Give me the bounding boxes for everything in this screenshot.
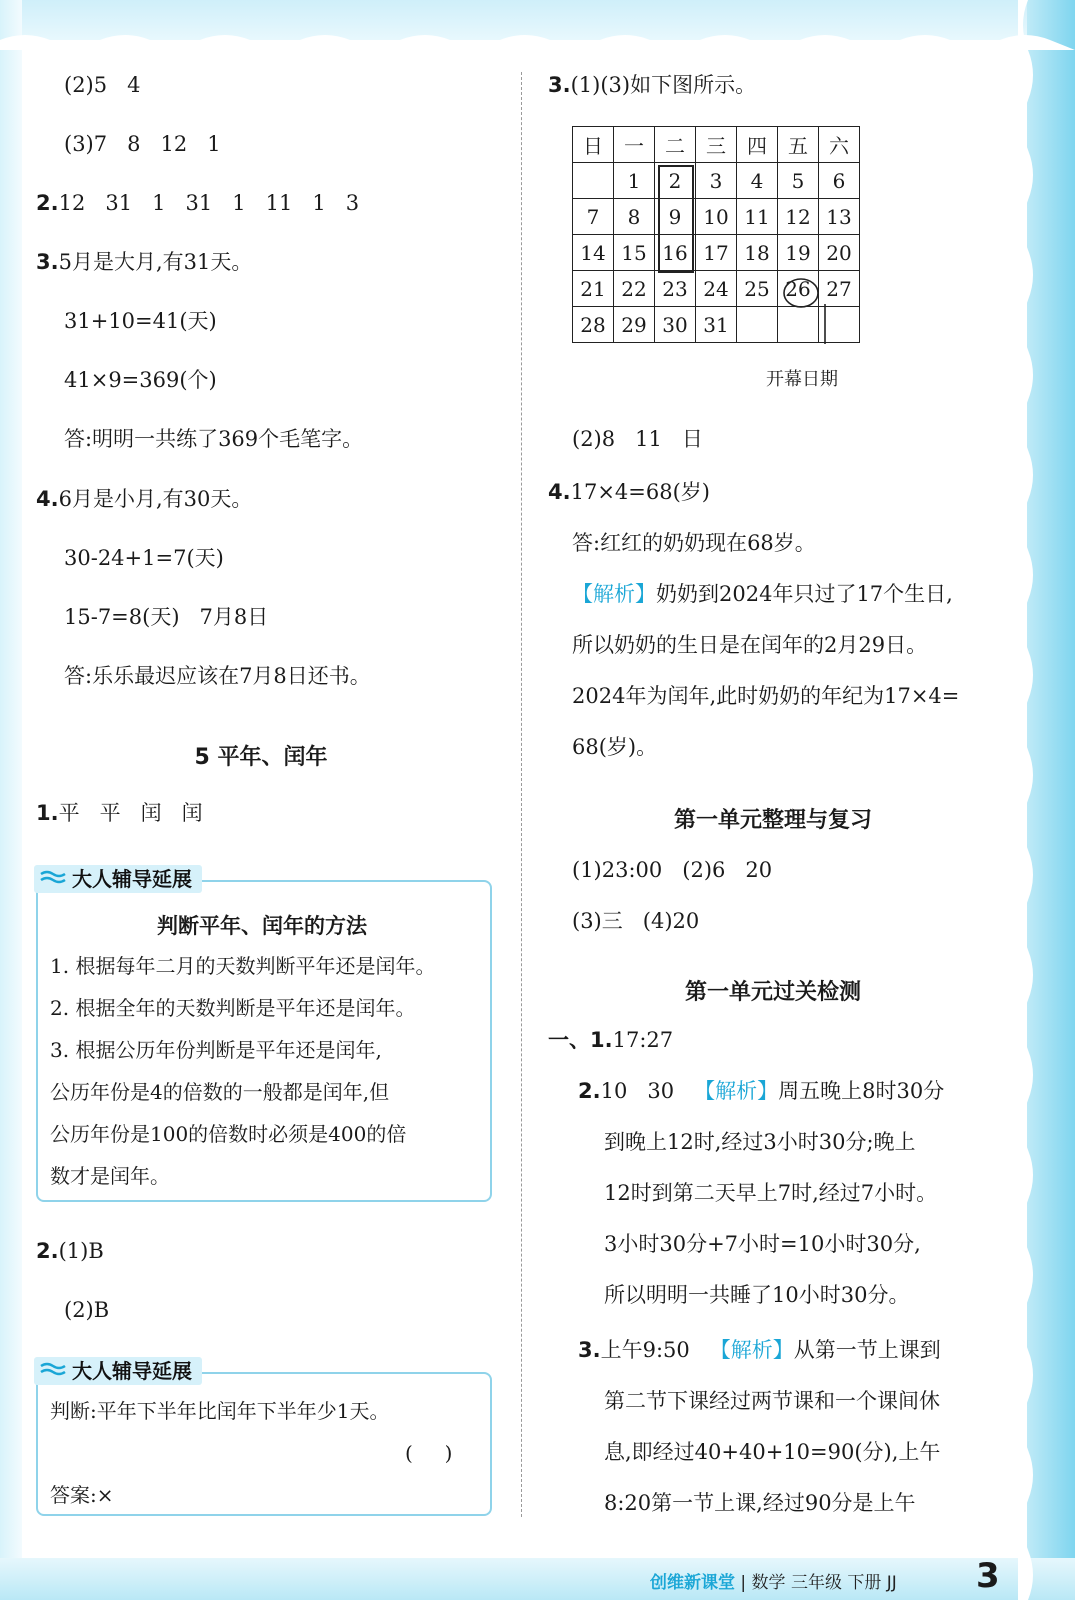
highlight-circle [784,279,818,307]
day-cell: 20 [819,235,860,271]
analysis-label: 【解析】 [709,1338,794,1362]
wave-icon [40,870,66,888]
analysis-text: 从第一节上课到 [793,1338,941,1362]
day-cell: 3 [696,163,737,199]
wave-icon [40,1362,66,1380]
answer-text: 5月是大月,有31天。 [58,250,253,274]
footer-separator: | [740,1573,752,1593]
answer-sentence: 答:乐乐最迟应该在7月8日还书。 [64,664,371,688]
analysis-line: 68(岁)。 [572,735,658,759]
analysis-line: 息,即经过40+40+10=90(分),上午 [604,1440,941,1464]
right-question-3 [548,72,756,98]
question-4 [36,486,252,512]
brand-name: 创维新课堂 [650,1573,735,1593]
day-cell: 26 [778,271,819,307]
answer-sentence: 答:红红的奶奶现在68岁。 [572,531,816,555]
weekday-cell: 一 [614,127,655,163]
book-info: 数学 三年级 下册 JJ [751,1573,897,1593]
review-title: 第一单元整理与复习 [673,808,872,833]
answer-line: (2)8 11 日 [572,427,703,451]
day-cell: 31 [696,307,737,343]
answer-text: (1)B [58,1239,104,1263]
day-cell: 14 [573,235,614,271]
section-title: 5 平年、闰年 [194,745,328,770]
question-number: 一、1. [548,1028,613,1052]
day-cell: 9 [655,199,696,235]
test-question-2 [578,1078,944,1104]
day-cell: 28 [573,307,614,343]
weekday-cell: 五 [778,127,819,163]
section5-question-2 [36,1238,104,1264]
analysis-line: 12时到第二天早上7时,经过7小时。 [604,1181,938,1205]
day-cell: 11 [737,199,778,235]
analysis-line: 到晚上12时,经过3小时30分;晚上 [604,1130,916,1154]
day-cell: 2 [655,163,696,199]
question-number: 2. [36,1239,59,1263]
weekday-cell: 二 [655,127,696,163]
day-cell: 5 [778,163,819,199]
day-cell: 1 [614,163,655,199]
bottom-border [0,1558,1075,1600]
calc-line: 30-24+1=7(天) [64,546,224,570]
analysis-line: 2024年为闰年,此时奶奶的年纪为17×4= [572,684,960,708]
top-wave [0,30,1075,50]
analysis-line: 8:20第一节上课,经过90分是上午 [604,1491,916,1515]
day-cell: 16 [655,235,696,271]
section5-question-1 [36,800,203,826]
page-number: 3 [976,1556,1000,1596]
answer-text: (1)(3)如下图所示。 [570,73,757,97]
right-wave [1018,0,1036,1600]
day-cell: 25 [737,271,778,307]
answer-line: (3)三 (4)20 [572,909,700,933]
question-3 [36,249,252,275]
answer-line: (3)7 8 12 1 [64,132,221,156]
day-cell: 19 [778,235,819,271]
day-cell: 27 [819,271,860,307]
analysis-text: 奶奶到2024年只过了17个生日, [656,582,953,606]
analysis-line [572,581,953,607]
answer-text: 10 30 [600,1079,675,1103]
day-cell: 10 [696,199,737,235]
calc-line: 41×9=369(个) [64,368,217,392]
question-number: 2. [36,191,59,215]
day-cell: 8 [614,199,655,235]
answer-blank: ( ) [405,1441,453,1465]
answer-text: 上午9:50 [600,1338,690,1362]
question-number: 4. [36,487,59,511]
analysis-label: 【解析】 [572,582,656,606]
answer-text: 平 平 闰 闰 [58,801,203,825]
question-2 [36,190,359,216]
weekday-cell: 四 [737,127,778,163]
page-footer [650,1568,897,1593]
box-line: 3. 根据公历年份判断是平年还是闰年, [50,1038,382,1062]
test-question-1 [548,1027,673,1053]
question-number: 2. [578,1079,601,1103]
weekday-cell: 日 [573,127,614,163]
box-line: 2. 根据全年的天数判断是平年还是闰年。 [50,996,416,1020]
weekday-cell: 六 [819,127,860,163]
day-cell: 22 [614,271,655,307]
day-cell: 7 [573,199,614,235]
box-tag [34,1357,202,1385]
day-cell: 4 [737,163,778,199]
analysis-line: 所以奶奶的生日是在闰年的2月29日。 [572,633,928,657]
analysis-line: 所以明明一共睡了10小时30分。 [604,1283,910,1307]
day-cell: 15 [614,235,655,271]
question-number: 3. [578,1338,601,1362]
analysis-label: 【解析】 [694,1079,779,1103]
box-tag-label: 大人辅导延展 [72,867,192,891]
question-number: 1. [36,801,59,825]
day-cell: 24 [696,271,737,307]
box-tag-label: 大人辅导延展 [72,1359,192,1383]
left-border [0,0,22,1600]
box-line: 数才是闰年。 [50,1164,170,1188]
day-cell: 6 [819,163,860,199]
box-line: 判断:平年下半年比闰年下半年少1天。 [50,1399,390,1423]
calc-line: 31+10=41(天) [64,309,217,333]
column-divider [521,72,522,1517]
analysis-line: 3小时30分+7小时=10小时30分, [604,1232,921,1256]
day-cell: 30 [655,307,696,343]
day-cell: 12 [778,199,819,235]
answer-line: (1)23:00 (2)6 20 [572,858,773,882]
answer-text: 12 31 1 31 1 11 1 3 [58,191,360,215]
question-number: 3. [548,73,571,97]
day-cell: 13 [819,199,860,235]
day-cell: 29 [614,307,655,343]
day-cell: 18 [737,235,778,271]
box-line: 1. 根据每年二月的天数判断平年还是闰年。 [50,954,436,978]
box-tag [34,865,202,893]
answer-line: (2)5 4 [64,73,141,97]
answer-text: 17×4=68(岁) [570,480,710,504]
test-question-3 [578,1337,941,1363]
calendar-annotations [572,126,872,386]
answer-text: 17:27 [612,1028,674,1052]
test-title: 第一单元过关检测 [684,980,861,1005]
highlight-box [659,166,693,272]
box-title: 判断平年、闰年的方法 [157,914,367,938]
day-cell: 17 [696,235,737,271]
box-answer: 答案:× [50,1483,114,1507]
answer-sentence: 答:明明一共练了369个毛笔字。 [64,427,364,451]
weekday-cell: 三 [696,127,737,163]
box-line: 公历年份是4的倍数的一般都是闰年,但 [50,1080,390,1104]
analysis-text: 周五晚上8时30分 [778,1079,945,1103]
calc-line: 15-7=8(天) 7月8日 [64,605,269,629]
box-line: 公历年份是100的倍数时必须是400的倍 [50,1122,407,1146]
calendar-caption: 开幕日期 [766,369,838,390]
answer-text: 6月是小月,有30天。 [58,487,253,511]
day-cell: 21 [573,271,614,307]
day-cell: 23 [655,271,696,307]
question-number: 3. [36,250,59,274]
analysis-line: 第二节下课经过两节课和一个课间休 [604,1389,940,1413]
right-question-4 [548,479,710,505]
question-number: 4. [548,480,571,504]
answer-line: (2)B [64,1298,110,1322]
